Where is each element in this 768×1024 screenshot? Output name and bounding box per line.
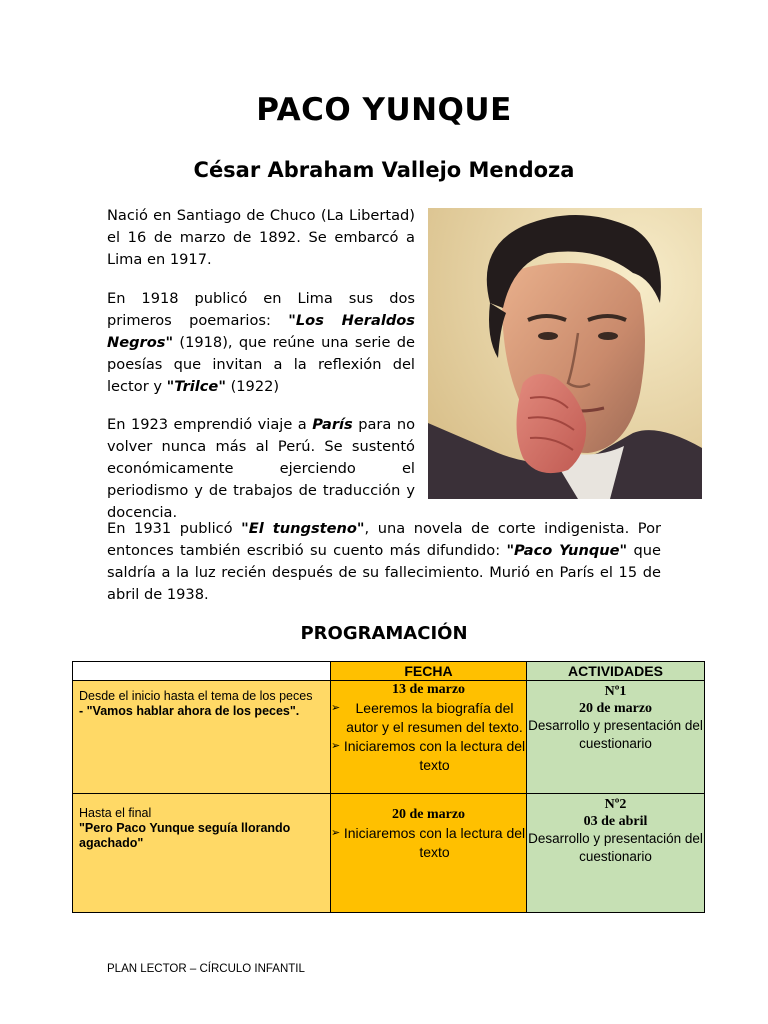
arrow-bullet-icon: ➢	[331, 740, 341, 752]
segment-cell	[73, 681, 331, 794]
table-header-row	[73, 662, 705, 681]
segment-range: Hasta el final	[79, 806, 152, 820]
page-title: PACO YUNQUE	[256, 92, 512, 128]
text-span: para no volver nunca más al Perú. Se sustentó económicamente ejerciendo el periodismo y de trabajos de traducción y docencia.	[107, 416, 415, 521]
segment-cell	[73, 794, 331, 913]
text-span: En 1918 publicó en Lima sus dos primeros poemarios:	[107, 290, 415, 329]
activity-list	[331, 824, 526, 862]
activity-cell	[527, 681, 705, 794]
text-span: En 1923 emprendió viaje a	[107, 416, 313, 433]
header-cell-actividades: ACTIVIDADES	[527, 662, 705, 681]
header-cell-fecha: FECHA	[331, 662, 527, 681]
text-span: En 1931 publicó	[107, 520, 242, 537]
arrow-bullet-icon: ➢	[331, 827, 341, 839]
list-item	[331, 699, 526, 737]
list-item-text: Leeremos la biografía del autor y el resumen del texto.	[346, 700, 523, 735]
segment-quote: - "Vamos hablar ahora de los peces".	[79, 704, 300, 718]
activity-date: 03 de abril	[583, 814, 648, 829]
activity-date: 20 de marzo	[578, 701, 653, 716]
list-item-text: Iniciaremos con la lectura del texto	[343, 825, 526, 860]
activity-description: Desarrollo y presentación del cuestionario	[528, 718, 703, 751]
header-cell-empty	[73, 662, 331, 681]
segment-quote: "Pero Paco Yunque seguía llorando agachado"	[79, 821, 291, 850]
text-span: que saldría a la luz recién después de su fallecimiento. Murió en París el 15 de abril de 1938.	[107, 542, 661, 603]
list-item	[331, 824, 526, 862]
date-cell	[331, 794, 527, 913]
book-title: "Los Heraldos Negros"	[107, 312, 415, 351]
book-title: "Trilce"	[166, 378, 226, 395]
activity-number: Nº2	[604, 797, 627, 812]
arrow-bullet-icon: ➢	[331, 702, 341, 714]
bio-paragraph-2	[107, 288, 415, 398]
segment-range: Desde el inicio hasta el tema de los peces	[79, 689, 313, 703]
table-row	[73, 681, 705, 794]
activity-cell	[527, 794, 705, 913]
author-name: César Abraham Vallejo Mendoza	[193, 158, 575, 182]
portrait-illustration	[428, 208, 702, 499]
book-title: "El tungsteno"	[241, 520, 365, 537]
session-date: 20 de marzo	[391, 807, 466, 822]
date-cell	[331, 681, 527, 794]
page-footer: PLAN LECTOR – CÍRCULO INFANTIL	[107, 963, 305, 975]
session-date: 13 de marzo	[391, 682, 466, 697]
segment-text	[73, 794, 330, 851]
book-title: "Paco Yunque"	[506, 542, 628, 559]
list-item-text: Iniciaremos con la lectura del texto	[343, 738, 526, 773]
text-span: (1922)	[225, 378, 280, 395]
bio-paragraph-1: Nació en Santiago de Chuco (La Libertad) el 16 de marzo de 1892. Se embarcó a Lima en 1917.	[107, 207, 415, 268]
segment-text	[73, 681, 330, 719]
text-span: , una novela de corte indigenista. Por entonces también escribió su cuento más difundido:	[107, 520, 661, 559]
bio-paragraph-4	[107, 518, 661, 606]
activity-list	[331, 699, 526, 775]
activity-number: Nº1	[604, 684, 627, 699]
section-title: PROGRAMACIÓN	[300, 623, 468, 644]
bio-paragraph-3	[107, 414, 415, 524]
list-item	[331, 737, 526, 775]
table-row	[73, 794, 705, 913]
activity-description: Desarrollo y presentación del cuestionario	[528, 831, 703, 864]
place-name: París	[312, 416, 353, 433]
text-span: (1918), que reúne una serie de poesías que invitan a la reflexión del lector y	[107, 334, 415, 395]
schedule-table	[72, 661, 705, 913]
author-portrait	[428, 208, 702, 499]
